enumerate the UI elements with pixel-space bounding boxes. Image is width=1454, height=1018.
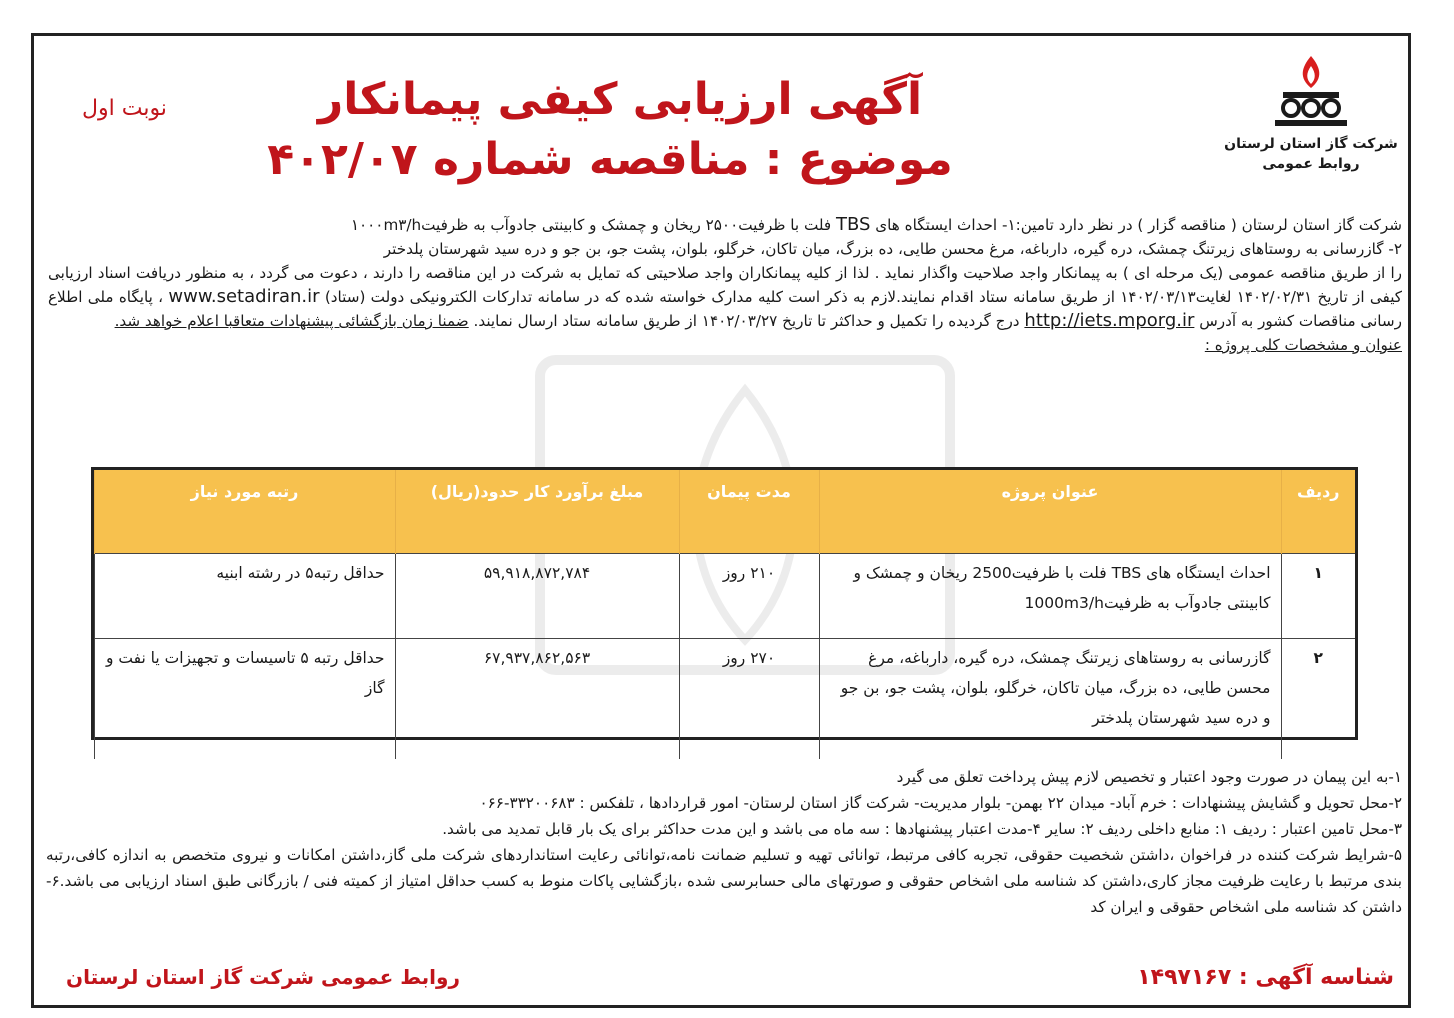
intro-line-2: ۲- گازرسانی به روستاهای زیرتنگ چمشک، دره گیره، دارباغه، مرغ محسن طایی، ده بزرگ، میان تاکان، خرگلو، بلوان، پشت جو، بن جو و دره سید شهرستان پلدختر [383,240,1402,258]
note-item: ۱-به این پیمان در صورت وجود اعتبار و تخصیص لازم پیش پرداخت تعلق می گیرد [896,768,1402,786]
table-row [94,554,1355,639]
tbs-term: TBS [836,214,871,235]
project-title: گازرسانی به روستاهای زیرتنگ چمشک، دره گیره، دارباغه، مرغ محسن طایی، ده بزرگ، میان تاکان، خرگلو، بلوان، پشت جو، بن جو و دره سید شهرستان پلدختر [819,639,1281,760]
intro-text [48,213,1402,357]
contract-duration: ۲۱۰ روز [679,554,819,639]
ad-id: شناسه آگهی : ۱۴۹۷۱۶۷ [1137,965,1394,990]
footer-org: روابط عمومی شرکت گاز استان لرستان [66,965,460,989]
table-row [94,639,1355,760]
projects-table [91,467,1358,740]
project-title: احداث ایستگاه های TBS فلت با ظرفیت2500 ریخان و چمشک و کابینتی جادوآب به ظرفیت1000m3/h [819,554,1281,639]
setad-link[interactable]: www.setadiran.ir [168,286,320,307]
note-item: ۵-شرایط شرکت کننده در فراخوان ،داشتن شخصیت حقوقی، تجربه کافی مرتبط، توانائی تهیه و تسلیم ضمانت نامه،توانائی رعایت استانداردهای شرکت ملی گاز،داشتن امکانات و نیروی متخصص به اندازه کافی،رتبه بندی مرتبط با رعایت ظرفیت مجاز کاری،داشتن کد شناسه ملی اشخاص حقوقی و صورتهای مالی حسابرسی شده ،بازگشایی پاکات منوط به کسب حداقل امتیاز از کمیته فنی / بازرگانی طبق اسناد ارزیابی می باشد.۶-داشتن کد شناسه ملی اشخاص حقوقی و ایران کد [46,846,1402,916]
intro-line-1: شرکت گاز استان لرستان ( مناقصه گزار ) در نظر دارد تامین:۱- احداث ایستگاه های TBS فلت با ظرفیت۲۵۰۰ ریخان و چمشک و کابینتی جادوآب به ظرفیت۱۰۰۰m۳/h [350,214,1402,235]
required-grade: حداقل رتبه ۵ تاسیسات و تجهیزات یا نفت و گاز [94,639,395,760]
capacity-value: ۱۰۰۰m۳/h [350,216,422,234]
estimated-amount: ۵۹,۹۱۸,۸۷۲,۷۸۴ [395,554,679,639]
note-item: ۲-محل تحویل و گشایش پیشنهادات : خرم آباد- میدان ۲۲ بهمن- بلوار مدیریت- شرکت گاز استان لرستان- امور قراردادها ، تلفکس : ۳۳۲۰۰۶۸۳-۰۶۶ [479,794,1402,812]
required-grade: حداقل رتبه۵ در رشته ابنیه [94,554,395,639]
header-row-number: ردیف [1281,470,1355,554]
conditions-list [46,764,1402,920]
intro-line-3: را از طریق مناقصه عمومی (یک مرحله ای ) به پیمانکار واجد صلاحیت واگذار نماید . لذا از کلیه پیمانکاران واجد صلاحیتی که تمایل به شرکت در این مناقصه را دارند ، دعوت می گردد ، به منظور دریافت اسناد ارزیابی کیفی از تاریخ ۱۴۰۲/۰۲/۳۱ لغایت۱۴۰۲/۰۳/۱۳ از طریق سامانه ستاد اقدام نمایند.لازم به ذکر است کلیه مدارک خواسته شده که در سامانه تدارکات الکترونیکی دولت (ستاد) www.setadiran.ir ، پایگاه ملی اطلاع رسانی مناقصات کشور به آدرس http://iets.mporg.ir درج گردیده را تکمیل و حداکثر تا تاریخ ۱۴۰۲/۰۳/۲۷ از طریق سامانه ستاد ارسال نمایند. ضمنا زمان بازگشائی پیشنهادات متعاقبا اعلام خواهد شد. [48,264,1403,331]
note-item: ۳-محل تامین اعتبار : ردیف ۱: منابع داخلی ردیف ۲: سایر ۴-مدت اعتبار پیشنهادها : سه ماه می باشد و این مدت حداکثر برای یک بار قابل تمدید می باشد. [442,820,1402,838]
contract-duration: ۲۷۰ روز [679,639,819,760]
company-logo [1216,52,1406,174]
page-title: آگهی ارزیابی کیفی پیمانکار [317,74,923,125]
header-amount: مبلغ برآورد کار حدود(ریال) [395,470,679,554]
logo-department: روابط عمومی [1262,156,1360,172]
header-grade: رتبه مورد نیاز [94,470,395,554]
gas-company-emblem-icon [1261,52,1361,134]
header-duration: مدت پیمان [679,470,819,554]
tender-subject: موضوع : مناقصه شماره ۴۰۲/۰۷ [267,134,953,185]
round-label: نوبت اول [82,96,167,121]
iets-link[interactable]: http://iets.mporg.ir [1024,310,1195,331]
row-number: ۲ [1281,639,1355,760]
table-header-row [94,470,1355,554]
logo-org-name: شرکت گاز استان لرستان [1224,136,1398,152]
row-number: ۱ [1281,554,1355,639]
section-title: عنوان و مشخصات کلی پروژه : [1204,336,1402,354]
header-project: عنوان پروژه [819,470,1281,554]
opening-note: ضمنا زمان بازگشائی پیشنهادات متعاقبا اعلام خواهد شد. [114,312,469,330]
estimated-amount: ۶۷,۹۳۷,۸۶۲,۵۶۳ [395,639,679,760]
